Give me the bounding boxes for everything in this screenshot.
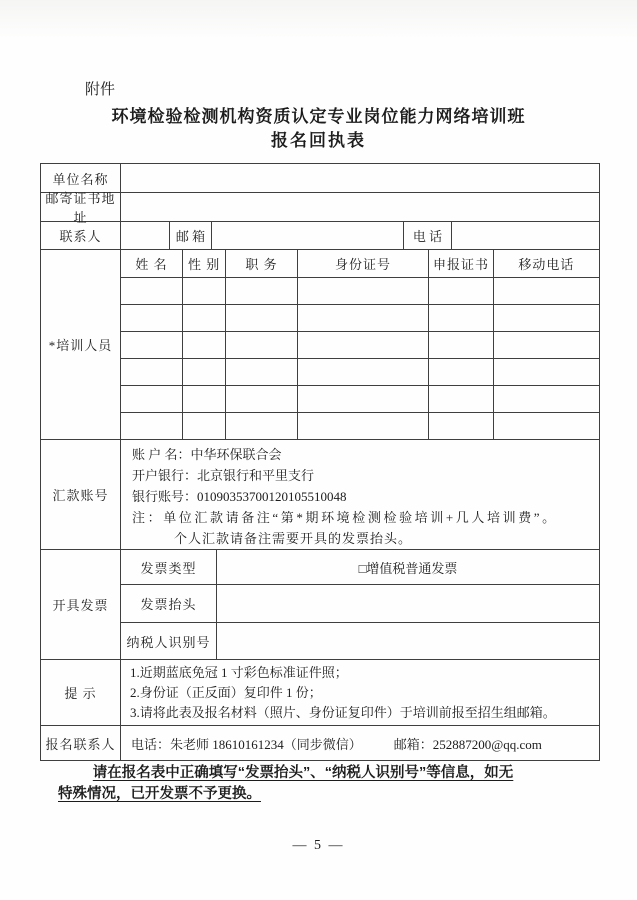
contact-blank-cell bbox=[121, 222, 170, 249]
trainees-grid bbox=[121, 250, 599, 439]
col-header-id-number: 身份证号 bbox=[298, 250, 429, 277]
email-blank-cell bbox=[212, 222, 404, 249]
footer-note bbox=[58, 763, 570, 805]
document-title bbox=[0, 105, 637, 153]
row-invoice bbox=[41, 550, 599, 660]
trainee-empty-row bbox=[121, 413, 599, 440]
tip-line-2: 2.身份证（正反面）复印件 1 份； bbox=[130, 685, 322, 700]
taxpayer-id-row bbox=[121, 623, 599, 659]
taxpayer-id-label: 纳税人识别号 bbox=[121, 623, 217, 659]
tips-label: 提 示 bbox=[41, 660, 121, 725]
email-label: 邮 箱 bbox=[170, 222, 212, 249]
trainee-empty-row bbox=[121, 305, 599, 332]
invoice-grid bbox=[121, 550, 599, 659]
remittance-note-line1: 注：单位汇款请备注“第*期环境检测检验培训+几人培训费”。 bbox=[132, 510, 558, 525]
page-number: — 5 — bbox=[292, 838, 345, 853]
col-header-duty: 职 务 bbox=[226, 250, 298, 277]
invoice-title-label: 发票抬头 bbox=[121, 585, 217, 622]
title-line-1: 环境检验检测机构资质认定专业岗位能力网络培训班 bbox=[111, 107, 526, 126]
remittance-account-name: 账 户 名：中华环保联合会 bbox=[132, 447, 282, 462]
taxpayer-id-blank-cell bbox=[217, 623, 599, 659]
row-tips bbox=[41, 660, 599, 726]
col-header-certificate: 申报证书 bbox=[429, 250, 494, 277]
mailing-address-label: 邮寄证书地址 bbox=[41, 193, 121, 221]
invoice-type-label: 发票类型 bbox=[121, 550, 217, 584]
invoice-label: 开具发票 bbox=[41, 550, 121, 659]
phone-label: 电 话 bbox=[404, 222, 452, 249]
col-header-mobile: 移动电话 bbox=[518, 257, 575, 272]
phone-blank-cell bbox=[452, 222, 599, 249]
tip-line-3: 3.请将此表及报名材料（照片、身份证复印件）于培训前报至招生组邮箱。 bbox=[130, 705, 556, 720]
row-trainees bbox=[41, 250, 599, 440]
trainee-empty-row bbox=[121, 278, 599, 305]
col-header-name: 姓 名 bbox=[121, 250, 183, 277]
trainee-empty-row bbox=[121, 359, 599, 386]
remittance-bank: 开户银行：北京银行和平里支行 bbox=[132, 468, 315, 483]
registration-contact-phone: 电话：朱老师 18610161234（同步微信） bbox=[131, 736, 362, 752]
invoice-type-row bbox=[121, 550, 599, 585]
remittance-label: 汇款账号 bbox=[41, 440, 121, 549]
mailing-address-blank-cell bbox=[121, 193, 599, 221]
row-unit-name bbox=[41, 164, 599, 193]
footer-note-line-1: 请在报名表中正确填写“发票抬头”、“纳税人识别号”等信息，如无 bbox=[92, 765, 514, 781]
footer-note-line-2: 特殊情况，已开发票不予更换。 bbox=[58, 786, 261, 802]
remittance-account-number: 银行账号：01090353700120105510048 bbox=[132, 489, 347, 504]
tip-line-1: 1.近期蓝底免冠 1 寸彩色标准证件照； bbox=[130, 665, 348, 680]
row-mailing-address bbox=[41, 191, 599, 225]
row-registration-contact bbox=[41, 726, 599, 760]
trainee-empty-row bbox=[121, 332, 599, 359]
trainees-header-row bbox=[121, 250, 599, 278]
invoice-title-blank-cell bbox=[217, 585, 599, 622]
attachment-label: 附件 bbox=[85, 82, 116, 98]
registration-contact-info bbox=[121, 726, 599, 760]
registration-contact-email: 邮箱：252887200@qq.com bbox=[393, 736, 542, 752]
row-remittance bbox=[41, 440, 599, 550]
trainees-label: *培训人员 bbox=[41, 250, 121, 439]
remittance-details bbox=[121, 440, 599, 549]
row-contact bbox=[41, 222, 599, 250]
title-line-2: 报名回执表 bbox=[271, 131, 366, 150]
remittance-note-line2: 个人汇款请备注需要开具的发票抬头。 bbox=[174, 531, 413, 546]
tips-content bbox=[121, 660, 599, 725]
invoice-title-row bbox=[121, 585, 599, 623]
registration-contact-label: 报名联系人 bbox=[41, 726, 121, 760]
unit-name-label: 单位名称 bbox=[41, 164, 121, 192]
registration-table bbox=[40, 163, 600, 761]
col-header-gender: 性 别 bbox=[183, 250, 226, 277]
unit-name-blank-cell bbox=[121, 164, 599, 192]
invoice-type-checkbox-value: □增值税普通发票 bbox=[358, 560, 458, 576]
contact-label: 联系人 bbox=[41, 222, 121, 249]
trainee-empty-row bbox=[121, 386, 599, 413]
